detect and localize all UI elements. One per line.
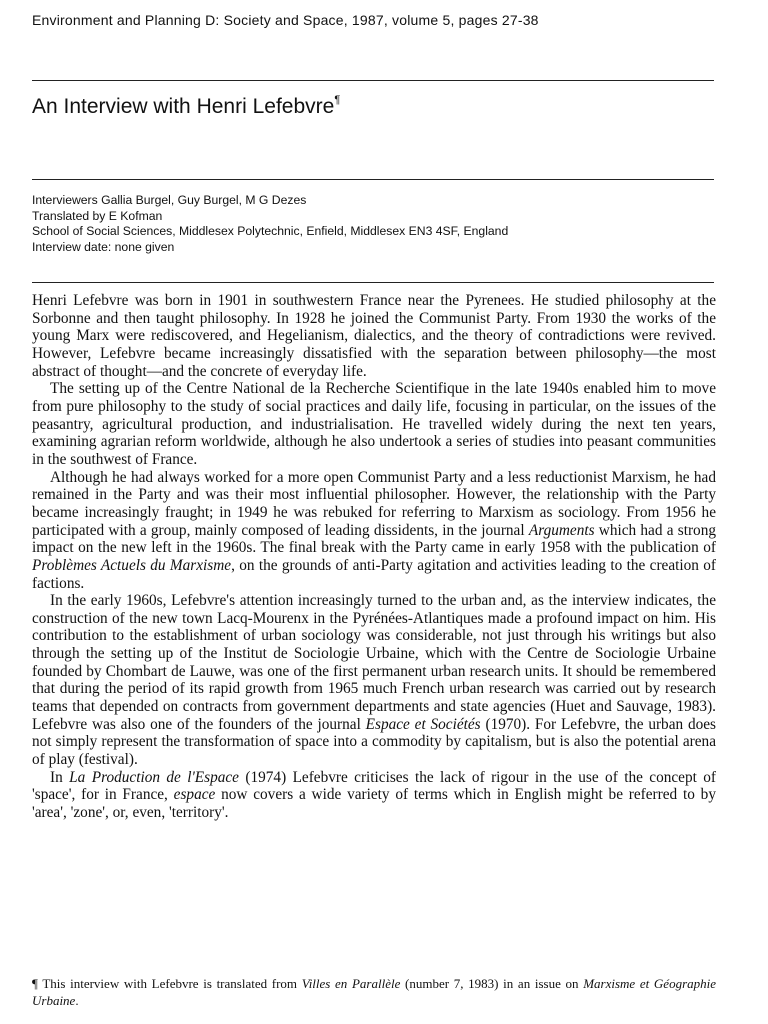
paragraph-5-part-3: now covers a wide variety of terms which in English might be referred to by 'area', 'zone', or, even, 'territory'. — [32, 786, 716, 822]
meta-rule — [32, 282, 714, 283]
interviewers-names: Gallia Burgel, Guy Burgel, M G Dezes — [101, 193, 307, 207]
interviewers-label: Interviewers — [32, 193, 98, 207]
date-value: none given — [114, 239, 175, 254]
footnote-source-title: Villes en Parallèle — [301, 976, 401, 991]
footnote-issue-title: Marxisme et Géographie Urbaine — [32, 976, 717, 1008]
paragraph-4-part-2: (1970). For Lefebvre, the urban does not simply represent the transformation of space into a commodity by capitalism, but is also the potential arena of play (festival). — [32, 715, 717, 769]
translated-label: Translated by — [32, 208, 106, 223]
footnote — [32, 975, 716, 1009]
article-title-text: An Interview with Henri Lefebvre — [32, 95, 335, 118]
footnote-end: . — [75, 993, 79, 1008]
paragraph-4-part-1: In the early 1960s, Lefebvre's attention increasingly turned to the urban and, as the interview indicates, the construction of the new town Lacq-Mourenx in the Pyrénées-Atlantiques made a profound impact on him. His contribution to the establishment of urban sociology was considerable, not just through his writings but also through the setting up of the Institut de Sociologie Urbaine, which with the Centre de Sociologie Urbaine founded by Chombart de Lauwe, was one of the first permanent urban research units. It should be remembered that during the period of its rapid growth from 1965 much French urban research was carried out by research teams that depended on contracts from government departments and state agencies (Huet and Sauvage, 1983). Lefebvre was also one of the founders of the journal — [32, 592, 716, 733]
article-body — [32, 292, 716, 822]
footnote-symbol: ¶ — [32, 976, 38, 991]
translator-name: E Kofman — [108, 208, 163, 223]
footnote-text-1: This interview with Lefebvre is translated from — [42, 976, 298, 991]
book-production-espace: La Production de l'Espace — [69, 768, 239, 786]
paragraph-3-part-1: Although he had always worked for a more open Communist Party and a less reductionist Marxism, he had remained in the Party and was their most influential philosopher. However, the relationship with the Party became increasingly fraught; in 1949 he was rebuked for referring to Marxism as sociology. From 1956 he participated with a group, mainly composed of leading dissidents, in the journal — [32, 468, 716, 539]
interview-date-line — [32, 240, 508, 256]
date-label: Interview date: — [32, 239, 112, 254]
word-espace: espace — [173, 786, 216, 804]
interviewers-line — [32, 193, 508, 209]
title-rule — [32, 179, 714, 180]
paragraph-5 — [32, 769, 716, 822]
paragraph-3 — [32, 469, 716, 593]
top-rule — [32, 80, 714, 81]
affiliation-line: School of Social Sciences, Middlesex Polytechnic, Enfield, Middlesex EN3 4SF, England — [32, 224, 509, 238]
paragraph-1: Henri Lefebvre was born in 1901 in southwestern France near the Pyrenees. He studied philosophy at the Sorbonne and then taught philosophy. In 1928 he joined the Communist Party. From 1930 the works of the young Marx were rediscovered, and Hegelianism, dialectics, and the theory of contradictions were revived. However, Lefebvre became increasingly dissatisfied with the separation between philosophy—the most abstract of thought—and the concrete of everyday life. — [32, 292, 716, 380]
paragraph-5-part-2: (1974) Lefebvre criticises the lack of rigour in the use of the concept of 'space', for in France, — [32, 768, 717, 804]
footnote-mark: ¶ — [334, 94, 341, 106]
paragraph-5-part-1: In — [50, 768, 63, 786]
journal-arguments: Arguments — [528, 521, 595, 539]
paragraph-3-part-3: , on the grounds of anti-Party agitation and activities leading to the creation of factions. — [32, 556, 716, 592]
translator-line — [32, 209, 508, 225]
journal-citation: Environment and Planning D: Society and Space, 1987, volume 5, pages 27-38 — [32, 12, 539, 28]
book-problemes-actuels: Problèmes Actuels du Marxisme — [32, 556, 232, 574]
article-meta — [32, 193, 508, 255]
journal-espace-societes: Espace et Sociétés — [365, 715, 481, 733]
article-title — [32, 94, 340, 119]
paragraph-2: The setting up of the Centre National de la Recherche Scientifique in the late 1940s enabled him to move from pure philosophy to the study of social practices and daily life, focusing in particular, on the issues of the peasantry, agricultural production, and industrialisation. He travelled widely during the next ten years, examining agrarian reform worldwide, although he also undertook a series of studies into peasant communities in the southwest of France. — [32, 380, 716, 468]
paragraph-4 — [32, 592, 716, 769]
paragraph-3-part-2: which had a strong impact on the new left in the 1960s. The final break with the Party came in early 1958 with the publication of — [32, 521, 716, 557]
footnote-text-2: (number 7, 1983) in an issue on — [405, 976, 579, 991]
